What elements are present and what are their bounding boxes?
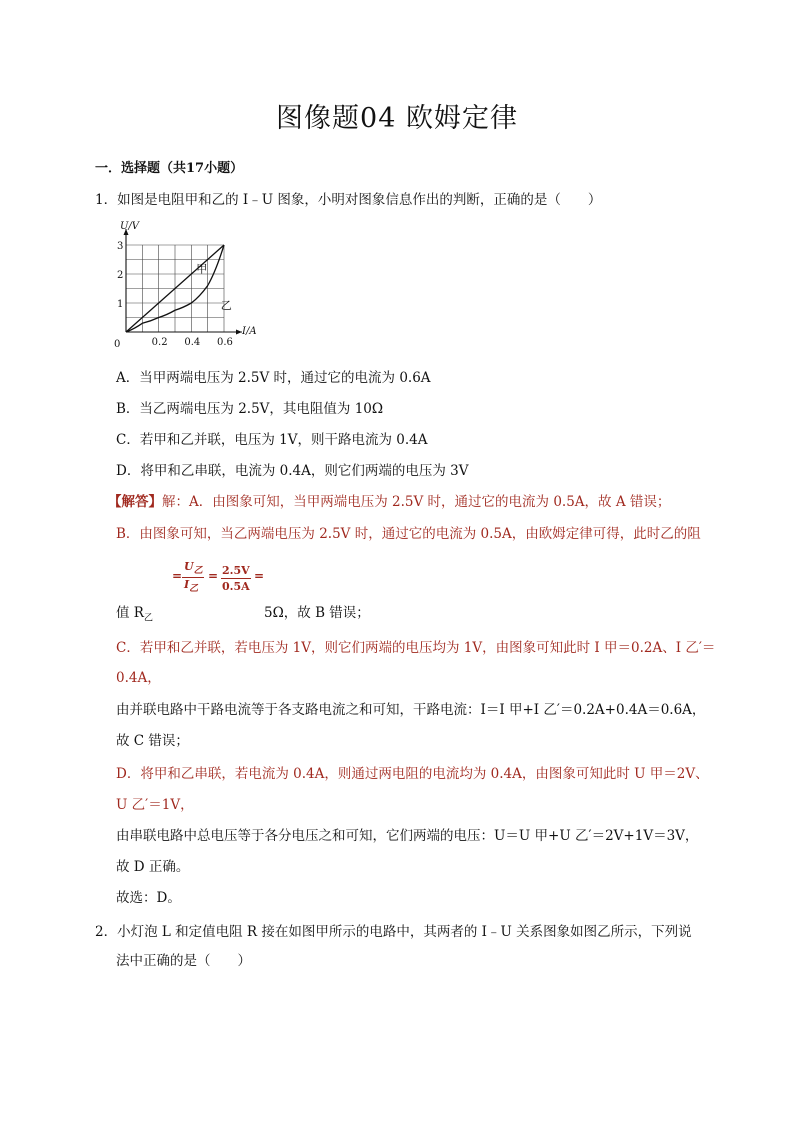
y-tick-label: 1 — [117, 299, 124, 310]
section-heading: 一．选择题（共17小题） — [95, 161, 244, 176]
question-1-stem: 1．如图是电阻甲和乙的 I﹣U 图象，小明对图象信息作出的判断，正确的是（ ） — [95, 192, 602, 208]
answer-c-line2: 0.4A， — [116, 670, 161, 686]
answer-b-line2: 值 $R_乙$ — [116, 605, 153, 624]
y-tick-label: 2 — [117, 270, 124, 281]
fraction-bar-2 — [221, 578, 251, 579]
fraction-denominator-1: $I_乙$ — [184, 578, 199, 595]
question-2-stem-line1: 2．小灯泡 L 和定值电阻 R 接在如图甲所示的电路中，其两者的 I﹣U 关系图象如图乙所示，下列说 — [95, 924, 692, 940]
q1-option-b: B．当乙两端电压为 2.5V，其电阻值为 10Ω — [116, 401, 384, 417]
answer-c-line1: C．若甲和乙并联，若电压为 1V，则它们两端的电压均为 1V，由图象可知此时 I 甲＝0.2A、I 乙′＝ — [116, 640, 716, 656]
origin-label: 0 — [114, 339, 121, 350]
answer-d-line4: 故 D 正确。 — [116, 859, 190, 875]
fraction-denominator-2: 0.5A — [222, 580, 250, 593]
iu-chart — [104, 220, 264, 350]
y-tick-label: 3 — [117, 241, 124, 252]
equals-sign-1: = — [172, 569, 183, 583]
answer-c-line3: 由并联电路中干路电流等于各支路电流之和可知，干路电流：I＝I 甲+I 乙′＝0.2A+0.4A＝0.6A， — [116, 702, 706, 718]
equals-sign-3: = — [254, 569, 265, 583]
series-label-yi: 乙 — [220, 298, 232, 312]
answer-a — [108, 490, 670, 510]
q1-option-d: D．将甲和乙串联，电流为 0.4A，则它们两端的电压为 3V — [116, 463, 469, 479]
answer-c-line4: 故 C 错误； — [116, 733, 189, 749]
answer-d-line3: 由串联电路中总电压等于各分电压之和可知，它们两端的电压：U＝U 甲+U 乙′＝2V+1V＝3V， — [116, 828, 699, 844]
equals-sign-2: = — [208, 569, 219, 583]
answer-choice: 故选：D。 — [116, 890, 181, 906]
fraction-numerator-2: 2.5V — [222, 564, 250, 577]
answer-a-text: 解：A．由图象可知，当甲两端电压为 2.5V 时，通过它的电流为 0.5A，故 A 错误； — [162, 494, 671, 510]
series-label-jia: 甲 — [196, 262, 208, 276]
question-2-stem-line2: 法中正确的是（ ） — [116, 953, 251, 969]
q1-option-a: A．当甲两端电压为 2.5V 时，通过它的电流为 0.6A — [116, 370, 431, 386]
page-title: 图像题04 欧姆定律 — [276, 103, 518, 134]
resistance-fraction — [172, 560, 272, 604]
answer-d-line2: U 乙′＝1V， — [116, 797, 194, 813]
x-tick-label: 0.4 — [184, 337, 201, 348]
answer-b-result: 5Ω，故 B 错误； — [264, 605, 370, 621]
y-axis-label: U/V — [120, 221, 140, 232]
answer-label: 【解答】 — [108, 494, 162, 510]
x-tick-label: 0.2 — [151, 337, 168, 348]
x-axis-label: I/A — [242, 326, 257, 337]
q1-option-c: C．若甲和乙并联，电压为 1V，则干路电流为 0.4A — [116, 432, 428, 448]
answer-b-line1: B．由图象可知，当乙两端电压为 2.5V 时，通过它的电流为 0.5A，由欧姆定律可得，此时乙的阻 — [116, 526, 701, 542]
x-tick-label: 0.6 — [217, 337, 233, 348]
fraction-numerator-1: $U_乙$ — [184, 560, 203, 577]
answer-d-line1: D．将甲和乙串联，若电流为 0.4A，则通过两电阻的电流均为 0.4A，由图象可知此时 U 甲＝2V、 — [116, 766, 709, 782]
